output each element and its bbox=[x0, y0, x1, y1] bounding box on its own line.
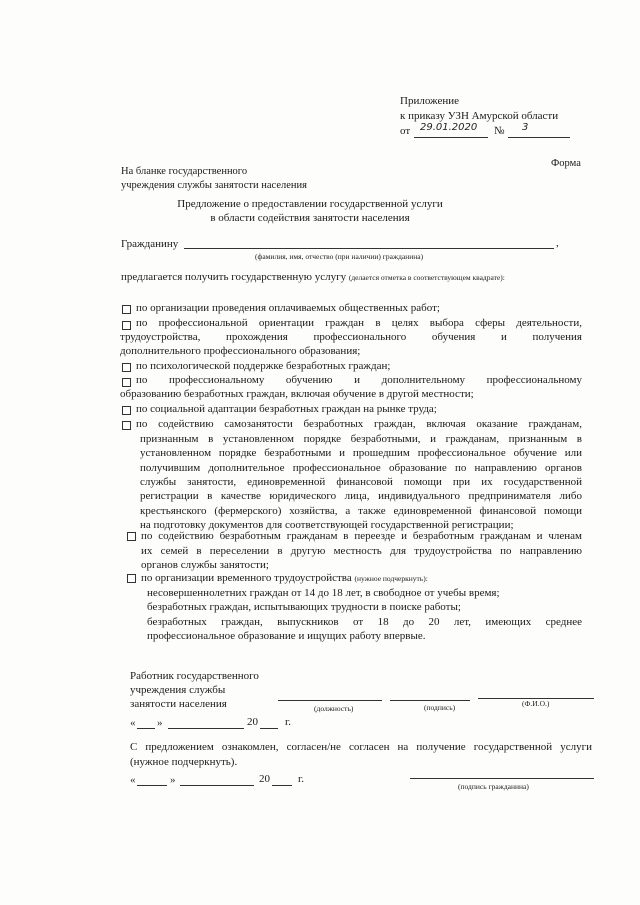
citizen-date-day-field[interactable] bbox=[137, 785, 167, 786]
temp-option-graduates-line-2: профессиональное образование и ищущих работу впервые. bbox=[147, 630, 426, 642]
worker-label-line-3: занятости населения bbox=[130, 698, 227, 710]
order-reference: к приказу УЗН Амурской области bbox=[400, 110, 559, 122]
document-title-line-1: Предложение о предоставлении государственной услуги bbox=[177, 198, 443, 210]
service-career-guidance-line-2: трудоустройства, прохождения профессионального обучения и получения bbox=[120, 331, 582, 343]
service-social-adaptation: по социальной адаптации безработных граждан на рынке труда; bbox=[136, 403, 437, 415]
temp-option-graduates-line-1[interactable]: безработных граждан, выпускников от 18 до 20 лет, имеющих среднее bbox=[147, 616, 582, 628]
blank-note-line-1: На бланке государственного bbox=[121, 166, 248, 177]
position-hint: (должность) bbox=[314, 704, 354, 713]
order-date-handwritten: 29.01.2020 bbox=[420, 122, 478, 133]
worker-date-open-quote: « bbox=[130, 717, 136, 729]
offer-text: предлагается получить государственную услугу (делается отметка в соответствующем квадрате): bbox=[121, 271, 505, 283]
service-temporary-employment: по организации временного трудоустройства (нужное подчеркнуть): bbox=[141, 572, 428, 584]
citizen-name-field[interactable] bbox=[184, 248, 554, 249]
service-vocational-training-line-2: образованию безработных граждан, включая обучение в другой местности; bbox=[120, 388, 474, 400]
order-number-label: № bbox=[494, 125, 505, 137]
service-self-employment-line-5: службы занятости, единовременной финансовой помощи при их государственной bbox=[140, 476, 582, 488]
citizen-signature-field[interactable] bbox=[410, 778, 594, 779]
citizen-date-month-field[interactable] bbox=[180, 785, 254, 786]
checkbox-temporary-employment[interactable] bbox=[127, 574, 136, 583]
order-number-handwritten: 3 bbox=[522, 122, 529, 133]
blank-note-line-2: учреждения службы занятости населения bbox=[121, 180, 307, 191]
citizen-label: Гражданину bbox=[121, 238, 179, 250]
appendix-label: Приложение bbox=[400, 95, 460, 107]
document-title-line-2: в области содействия занятости населения bbox=[210, 212, 410, 224]
signature-hint: (подпись) bbox=[424, 703, 456, 712]
service-career-guidance-line-1: по профессиональной ориентации граждан в целях выбора сферы деятельности, bbox=[136, 317, 582, 329]
acknowledgement-line-1: С предложением ознакомлен, согласен/не согласен на получение государственной услуги bbox=[130, 741, 592, 753]
checkbox-public-works[interactable] bbox=[122, 305, 131, 314]
service-career-guidance-line-3: дополнительного профессионального образования; bbox=[120, 345, 361, 357]
checkbox-self-employment[interactable] bbox=[122, 421, 131, 430]
checkbox-vocational-training[interactable] bbox=[122, 378, 131, 387]
checkbox-career-guidance[interactable] bbox=[122, 321, 131, 330]
service-self-employment-line-3: установленном порядке безработными и прошедшим профессиональное обучение или bbox=[140, 447, 582, 459]
document-page: Приложение к приказу УЗН Амурской области от 29.01.2020 № 3 Форма На бланке государственного учреждения службы занятости населения Предложение о предоставлении государственной услуги в области содействия занятости населения Гражданину , (фамилия, имя, отчество (при наличии) гражданина) предлагается получить государственную услугу (делается отметка в соответствующем квадрате): по организации проведения оплачиваемых общественных работ; по профессиональной ориентации граждан в целях выбора сферы деятельности, трудоустройства, прохождения профессионального обучения и получения дополнительного профессионального образования; по психологической поддержке безработных граждан; по профессиональному обучению и дополнительному профессиональному образованию безработных граждан, включая обучение в другой местности; по социальной адаптации безработных граждан на рынке труда; по содействию самозанятости безработных граждан, включая оказание гражданам, признанным в установленном порядке безработными, и гражданам, признанным в установленном порядке безработными и прошедшим профессиональное обучение или получившим дополнительное профессиональное образование по направлению органов службы занятости, единовременной финансовой помощи при их государственной регистрации в качестве юридического лица, индивидуального предпринимателя либо крестьянского (фермерского) хозяйства, а также единовременной финансовой помощи на подготовку документов для соответствующей государственной регистрации; по содействию безработным гражданам в переезде и безработным гражданам и членам их семей в переселении в другую местность для трудоустройства по направлению органов службы занятости; по организации временного трудоустройства (нужное подчеркнуть): несовершеннолетних граждан от 14 до 18 лет, в свободное от учебы время; безработных граждан, испытывающих трудности в поиске работы; безработных граждан, выпускников от 18 до 20 лет, имеющих среднее профессиональное образование и ищущих работу впервые. Работник государственного учреждения службы занятости населения (должность) (подпись) (Ф.И.О.) « » 20 г. С предложением ознакомлен, согласен/не согласен на получение государственной услуги (нужное подчеркнуть). « » 20 г. (подпись гражданина) bbox=[120, 95, 592, 791]
temp-option-difficulty[interactable]: безработных граждан, испытывающих трудности в поиске работы; bbox=[147, 601, 461, 613]
order-date-label: от bbox=[400, 125, 411, 137]
temp-option-minors[interactable]: несовершеннолетних граждан от 14 до 18 лет, в свободное от учебы время; bbox=[147, 587, 500, 599]
form-label: Форма bbox=[551, 158, 581, 169]
service-self-employment-line-2: признанным в установленном порядке безработными, и гражданам, признанным в bbox=[140, 433, 582, 445]
fio-hint: (Ф.И.О.) bbox=[522, 699, 550, 708]
citizen-signature-hint: (подпись гражданина) bbox=[458, 782, 529, 791]
service-relocation-line-2: их семей в переселении в другую местность для трудоустройства по направлению bbox=[141, 545, 582, 557]
service-self-employment-line-4: получившим дополнительное профессиональное образование по направлению органов bbox=[140, 462, 582, 474]
service-vocational-training-line-1: по профессиональному обучению и дополнительному профессиональному bbox=[136, 374, 582, 386]
worker-label-line-1: Работник государственного bbox=[130, 670, 259, 682]
service-public-works: по организации проведения оплачиваемых общественных работ; bbox=[136, 302, 440, 314]
worker-date-day-field[interactable] bbox=[137, 728, 155, 729]
worker-date-year-field[interactable] bbox=[260, 728, 278, 729]
checkbox-social-adaptation[interactable] bbox=[122, 406, 131, 415]
service-relocation-line-1: по содействию безработным гражданам в переезде и безработным гражданам и членам bbox=[141, 530, 582, 542]
service-self-employment-line-6: регистрации в качестве юридического лица, индивидуального предпринимателя либо bbox=[140, 490, 582, 502]
service-self-employment-line-1: по содействию самозанятости безработных граждан, включая оказание гражданам, bbox=[136, 418, 582, 430]
service-relocation-line-3: органов службы занятости; bbox=[141, 559, 269, 571]
citizen-date-year-field[interactable] bbox=[272, 785, 292, 786]
service-self-employment-line-7: крестьянского (фермерского) хозяйства, а также единовременной финансовой помощи bbox=[140, 505, 582, 517]
worker-date-month-field[interactable] bbox=[168, 728, 244, 729]
worker-label-line-2: учреждения службы bbox=[130, 684, 226, 696]
worker-position-field[interactable] bbox=[278, 700, 382, 701]
service-self-employment-line-8: на подготовку документов для соответствующей государственной регистрации; bbox=[140, 519, 514, 531]
worker-signature-field[interactable] bbox=[390, 700, 470, 701]
acknowledgement-line-2: (нужное подчеркнуть). bbox=[130, 756, 238, 768]
checkbox-psychological-support[interactable] bbox=[122, 363, 131, 372]
service-psychological-support: по психологической поддержке безработных граждан; bbox=[136, 360, 391, 372]
citizen-date-open-quote: « bbox=[130, 774, 136, 786]
checkbox-relocation[interactable] bbox=[127, 532, 136, 541]
citizen-name-hint: (фамилия, имя, отчество (при наличии) гражданина) bbox=[255, 252, 424, 261]
